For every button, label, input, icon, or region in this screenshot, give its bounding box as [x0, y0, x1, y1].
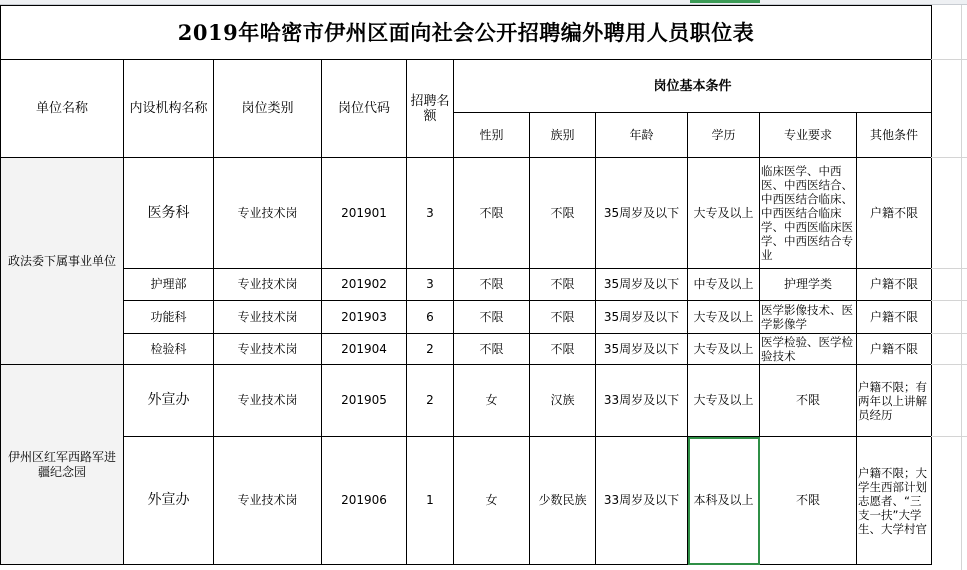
age-cell[interactable]: 33周岁及以下	[596, 365, 688, 437]
category-cell[interactable]: 专业技术岗	[214, 334, 322, 365]
ethnicity-cell[interactable]: 不限	[530, 301, 596, 334]
gridline	[931, 268, 967, 269]
quota-cell[interactable]: 1	[407, 437, 454, 565]
header-education: 学历	[688, 113, 760, 158]
ethnicity-cell[interactable]: 不限	[530, 269, 596, 301]
category-cell[interactable]: 专业技术岗	[214, 365, 322, 437]
header-ethnicity: 族别	[530, 113, 596, 158]
header-code: 岗位代码	[322, 60, 407, 158]
age-cell[interactable]: 33周岁及以下	[596, 437, 688, 565]
major-cell[interactable]: 医学影像技术、医学影像学	[760, 301, 857, 334]
gender-cell[interactable]: 不限	[454, 269, 530, 301]
ethnicity-cell[interactable]: 不限	[530, 334, 596, 365]
other-cell[interactable]: 户籍不限	[857, 158, 932, 269]
ethnicity-cell[interactable]: 少数民族	[530, 437, 596, 565]
header-age: 年龄	[596, 113, 688, 158]
header-category: 岗位类别	[214, 60, 322, 158]
table-title: 2019年哈密市伊州区面向社会公开招聘编外聘用人员职位表	[1, 6, 932, 60]
education-cell[interactable]: 大专及以上	[688, 365, 760, 437]
major-cell[interactable]: 不限	[760, 365, 857, 437]
education-cell[interactable]: 大专及以上	[688, 334, 760, 365]
code-cell[interactable]: 201906	[322, 437, 407, 565]
unit-cell[interactable]: 伊州区红军西路军进疆纪念园	[1, 365, 124, 565]
gridline	[961, 5, 962, 570]
gender-cell[interactable]: 女	[454, 365, 530, 437]
ethnicity-cell[interactable]: 汉族	[530, 365, 596, 437]
quota-cell[interactable]: 3	[407, 158, 454, 269]
dept-cell[interactable]: 护理部	[124, 269, 214, 301]
education-cell[interactable]: 中专及以上	[688, 269, 760, 301]
dept-cell[interactable]: 医务科	[124, 158, 214, 269]
dept-cell[interactable]: 外宣办	[124, 365, 214, 437]
quota-cell[interactable]: 3	[407, 269, 454, 301]
gridline	[931, 333, 967, 334]
dept-cell[interactable]: 外宣办	[124, 437, 214, 565]
header-dept: 内设机构名称	[124, 60, 214, 158]
code-cell[interactable]: 201904	[322, 334, 407, 365]
ethnicity-cell[interactable]: 不限	[530, 158, 596, 269]
gender-cell[interactable]: 女	[454, 437, 530, 565]
age-cell[interactable]: 35周岁及以下	[596, 158, 688, 269]
major-cell[interactable]: 临床医学、中西医、中西医结合、中西医结合临床、中西医结合临床学、中西医临床医学、中西医结合专业	[760, 158, 857, 269]
major-cell[interactable]: 医学检验、医学检验技术	[760, 334, 857, 365]
header-conditions: 岗位基本条件	[454, 60, 932, 113]
code-cell[interactable]: 201905	[322, 365, 407, 437]
major-cell[interactable]: 护理学类	[760, 269, 857, 301]
education-cell[interactable]: 大专及以上	[688, 301, 760, 334]
other-cell[interactable]: 户籍不限	[857, 334, 932, 365]
dept-cell[interactable]: 检验科	[124, 334, 214, 365]
education-cell[interactable]: 大专及以上	[688, 158, 760, 269]
gridline	[931, 157, 967, 158]
quota-cell[interactable]: 6	[407, 301, 454, 334]
category-cell[interactable]: 专业技术岗	[214, 158, 322, 269]
quota-cell[interactable]: 2	[407, 365, 454, 437]
selected-column-indicator	[690, 0, 760, 3]
major-cell[interactable]: 不限	[760, 437, 857, 565]
education-cell-selected[interactable]: 本科及以上	[688, 437, 760, 565]
empty-grid-area[interactable]	[931, 5, 967, 570]
gender-cell[interactable]: 不限	[454, 158, 530, 269]
header-quota: 招聘名额	[407, 60, 454, 158]
age-cell[interactable]: 35周岁及以下	[596, 301, 688, 334]
category-cell[interactable]: 专业技术岗	[214, 301, 322, 334]
header-other: 其他条件	[857, 113, 932, 158]
age-cell[interactable]: 35周岁及以下	[596, 269, 688, 301]
header-unit: 单位名称	[1, 60, 124, 158]
gridline	[931, 300, 967, 301]
category-cell[interactable]: 专业技术岗	[214, 437, 322, 565]
category-cell[interactable]: 专业技术岗	[214, 269, 322, 301]
age-cell[interactable]: 35周岁及以下	[596, 334, 688, 365]
gridline	[931, 364, 967, 365]
unit-cell[interactable]: 政法委下属事业单位	[1, 158, 124, 365]
other-cell[interactable]: 户籍不限；有两年以上讲解员经历	[857, 365, 932, 437]
gridline	[931, 436, 967, 437]
gender-cell[interactable]: 不限	[454, 301, 530, 334]
other-cell[interactable]: 户籍不限	[857, 269, 932, 301]
other-cell[interactable]: 户籍不限	[857, 301, 932, 334]
code-cell[interactable]: 201902	[322, 269, 407, 301]
gender-cell[interactable]: 不限	[454, 334, 530, 365]
quota-cell[interactable]: 2	[407, 334, 454, 365]
other-cell[interactable]: 户籍不限；大学生西部计划志愿者、“三支一扶”大学生、大学村官	[857, 437, 932, 565]
dept-cell[interactable]: 功能科	[124, 301, 214, 334]
header-gender: 性别	[454, 113, 530, 158]
code-cell[interactable]: 201903	[322, 301, 407, 334]
gridline	[931, 59, 967, 60]
header-major: 专业要求	[760, 113, 857, 158]
code-cell[interactable]: 201901	[322, 158, 407, 269]
position-table	[0, 5, 932, 565]
